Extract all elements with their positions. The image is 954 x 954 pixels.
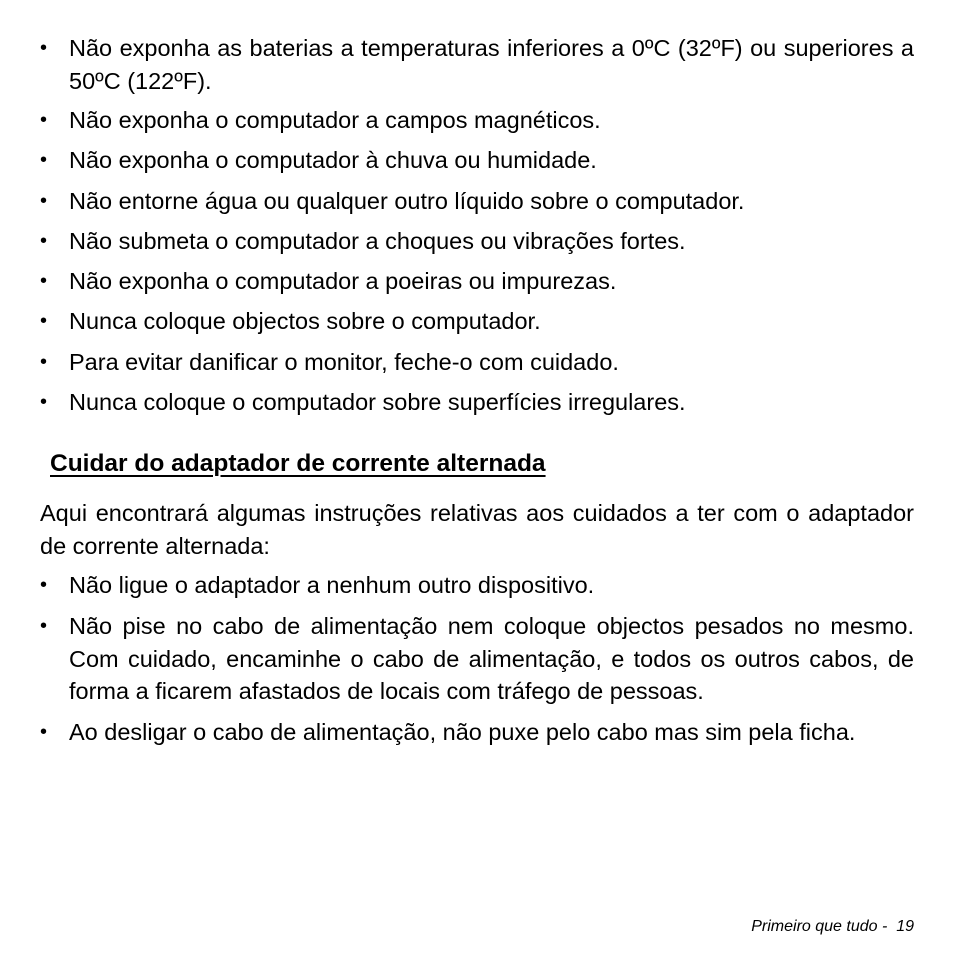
list-item: • Não exponha o computador à chuva ou humidade. xyxy=(40,144,914,177)
list-item: • Não exponha o computador a campos magnéticos. xyxy=(40,104,914,137)
section-heading: Cuidar do adaptador de corrente alternada xyxy=(50,450,546,477)
list-item: • Não ligue o adaptador a nenhum outro dispositivo. xyxy=(40,569,914,602)
list-item: • Ao desligar o cabo de alimentação, não puxe pelo cabo mas sim pela ficha. xyxy=(40,716,914,749)
list-item: • Não exponha o computador a poeiras ou impurezas. xyxy=(40,265,914,298)
list-item: • Nunca coloque o computador sobre superfícies irregulares. xyxy=(40,386,914,419)
page-footer xyxy=(751,918,914,936)
list-item: • Não submeta o computador a choques ou vibrações fortes. xyxy=(40,225,914,258)
section-intro: Aqui encontrará algumas instruções relativas aos cuidados a ter com o adaptador de corrente alternada: xyxy=(40,500,914,559)
list-item: • Não entorne água ou qualquer outro líquido sobre o computador. xyxy=(40,185,914,218)
list-item: • Nunca coloque objectos sobre o computador. xyxy=(40,305,914,338)
adapter-bullet-list xyxy=(40,569,914,757)
list-item: • Não pise no cabo de alimentação nem coloque objectos pesados no mesmo. Com cuidado, encaminhe o cabo de alimentação, e todos os outros cabos, de forma a ficarem afastados de locais com tráfego de pessoas. xyxy=(40,610,914,708)
list-item: • Não exponha as baterias a temperaturas inferiores a 0ºC (32ºF) ou superiores a 50ºC (122ºF). xyxy=(40,32,914,97)
footer-section-title: Primeiro que tudo - xyxy=(751,918,888,935)
care-bullet-list xyxy=(40,32,914,426)
page-number: 19 xyxy=(896,918,914,935)
list-item: • Para evitar danificar o monitor, feche-o com cuidado. xyxy=(40,346,914,379)
